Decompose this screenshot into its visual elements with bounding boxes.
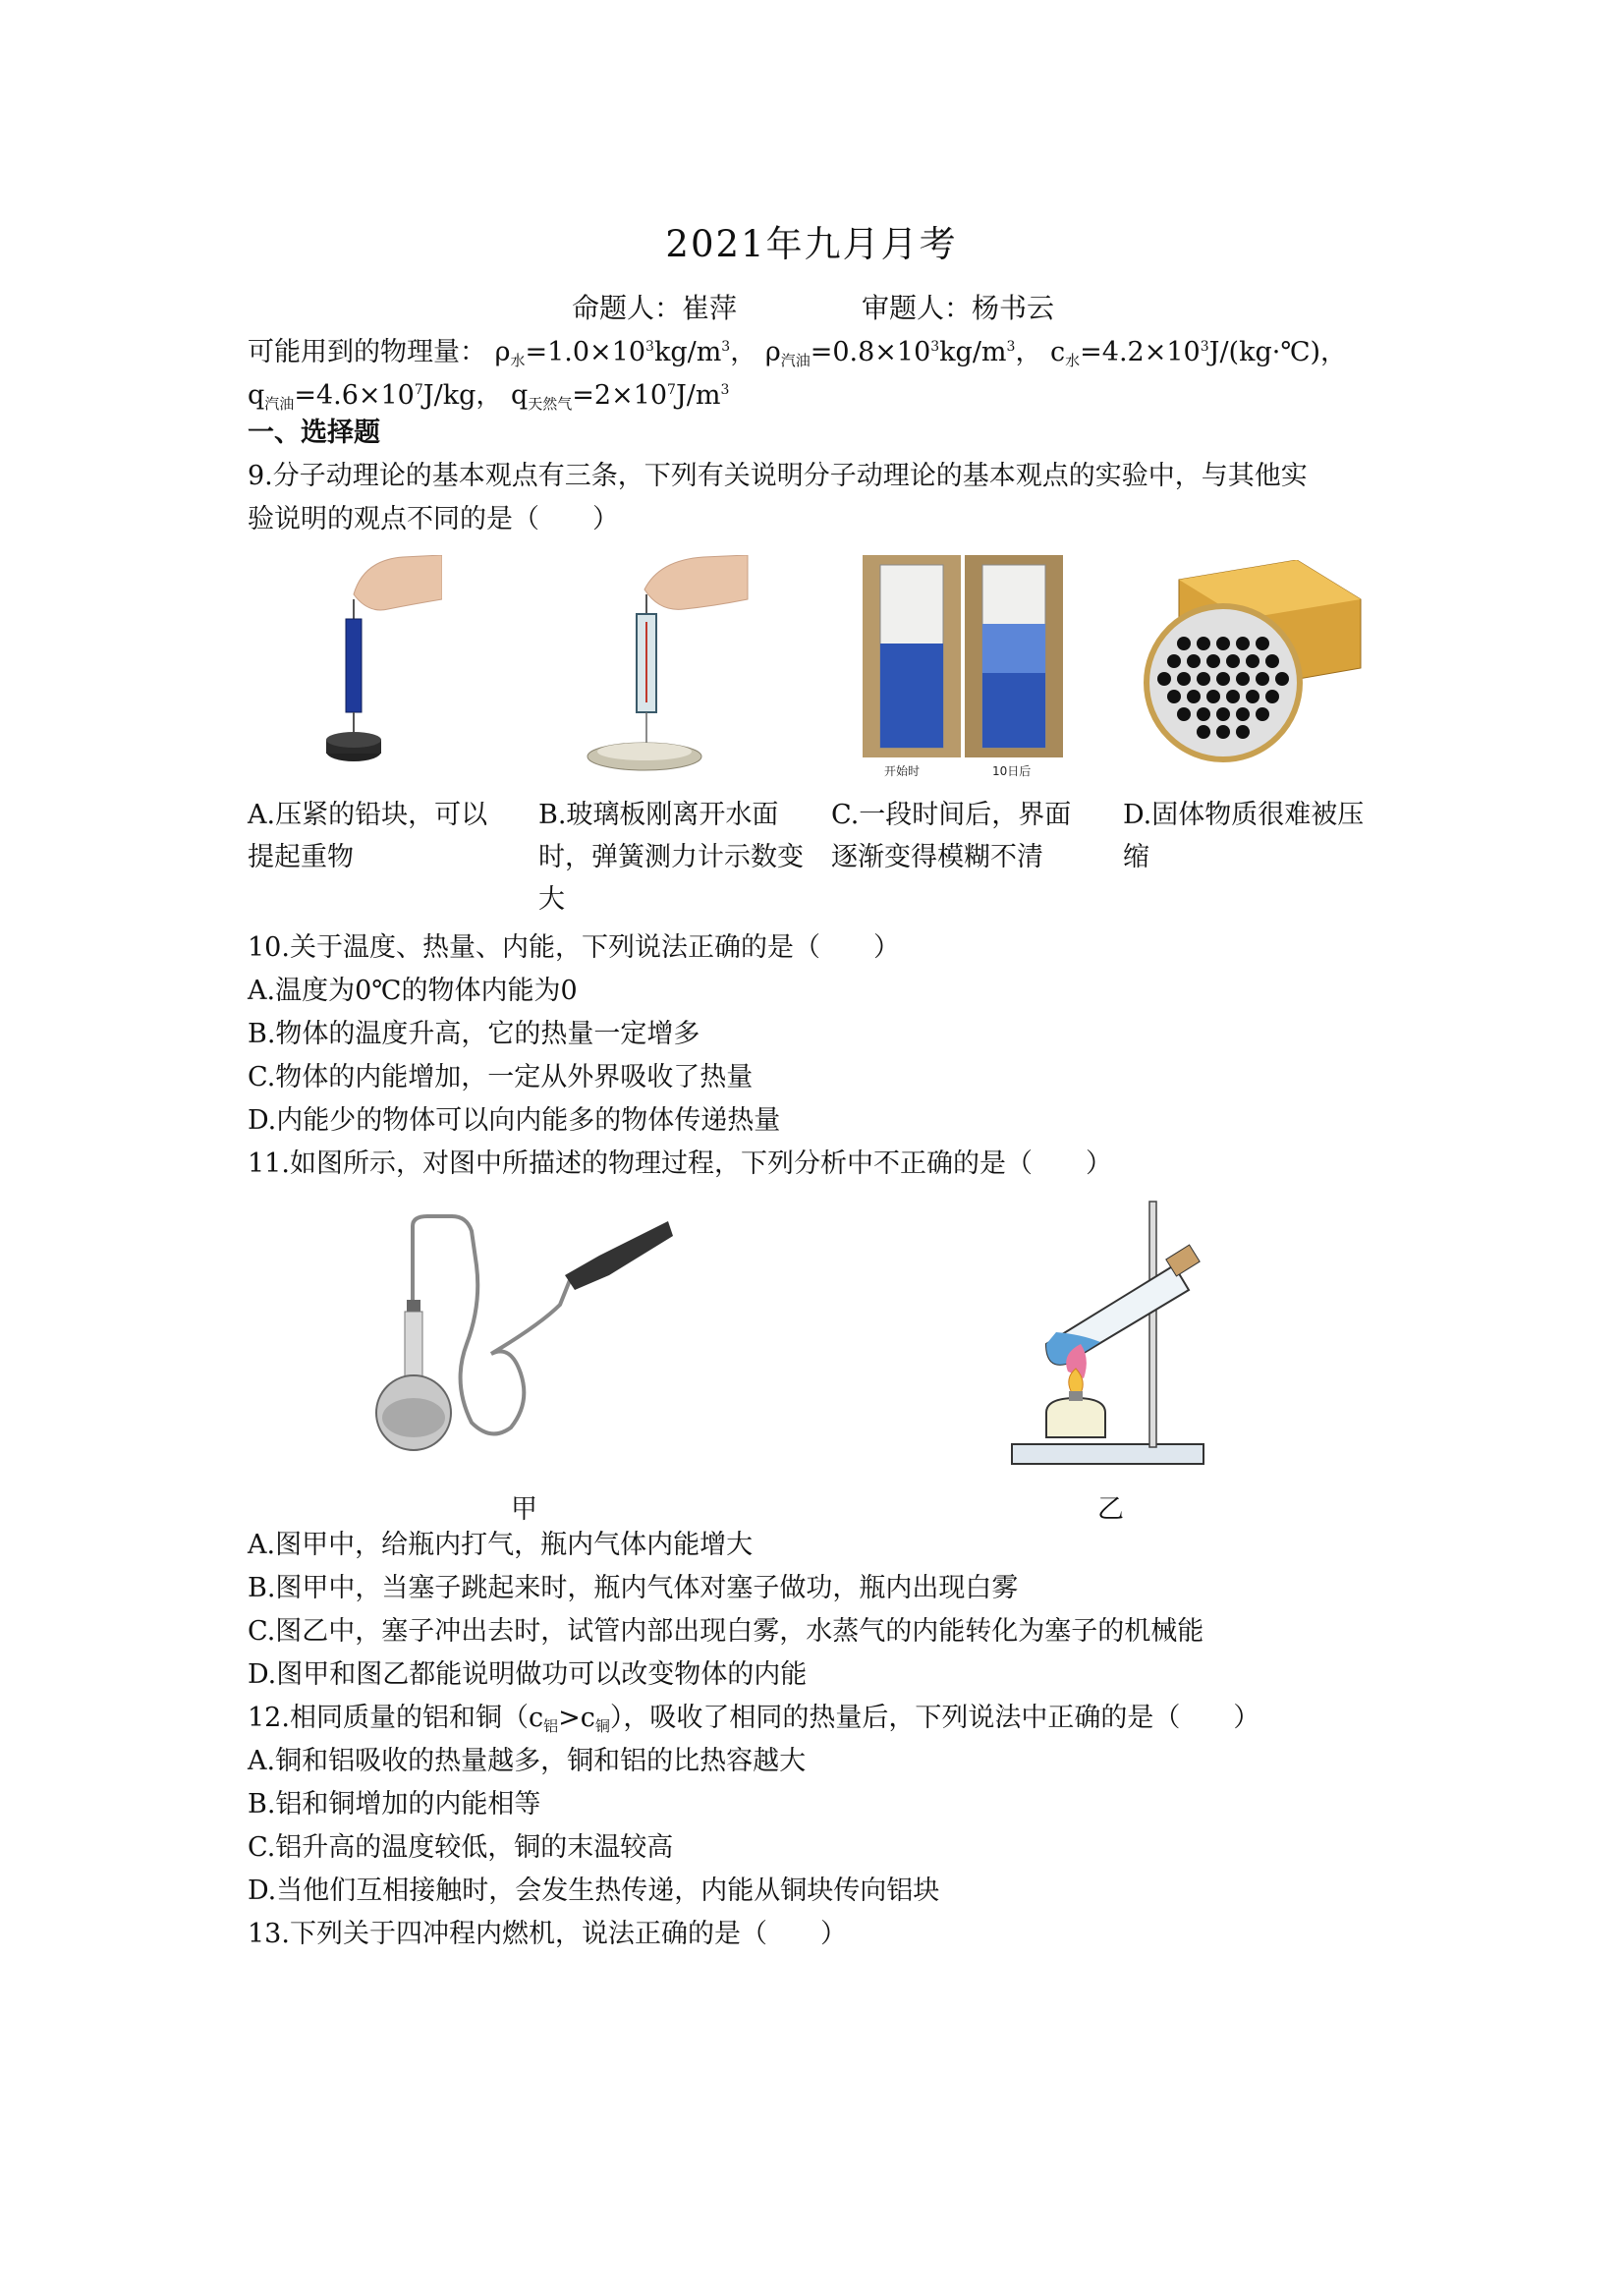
const-rho-gas: $\rho_{汽油}=0.8\times 10^3kg/m^3$，: [764, 337, 1042, 369]
q12-option-a: A.铜和铝吸收的热量越多，铜和铝的比热容越大: [248, 1746, 807, 1776]
q9-option-c: C.一段时间后，界面逐渐变得模糊不清: [831, 800, 1072, 872]
q9-option-d: D.固体物质很难被压缩: [1123, 800, 1365, 872]
setter: 命题人：崔萍: [572, 292, 738, 324]
q11-option-d: D.图甲和图乙都能说明做功可以改变物体的内能: [248, 1659, 808, 1690]
q10-option-a: A.温度为0℃的物体内能为0: [248, 976, 578, 1006]
q9-option-b: B.玻璃板刚离开水面时，弹簧测力计示数变大: [538, 800, 804, 915]
q11-option-b: B.图甲中，当塞子跳起来时，瓶内气体对塞子做功，瓶内出现白雾: [248, 1573, 1019, 1603]
q10-option-c: C.物体的内能增加，一定从外界吸收了热量: [248, 1062, 754, 1092]
q9-figure-d: [1140, 560, 1366, 771]
q9-stem-1: 9.分子动理论的基本观点有三条，下列有关说明分子动理论的基本观点的实验中，与其他实: [248, 461, 1308, 491]
photo-c-start-label: 开始时: [884, 764, 921, 778]
q9-option-a: A.压紧的铅块，可以提起重物: [248, 800, 488, 872]
q11-figure-b: [1007, 1197, 1213, 1467]
q11-figure-a: [373, 1206, 678, 1452]
q9-stem-2: 验说明的观点不同的是（ ）: [248, 504, 619, 534]
constants-line-2: [248, 373, 729, 420]
q11-option-a: A.图甲中，给瓶内打气，瓶内气体内能增大: [248, 1530, 754, 1560]
q13-stem: 13.下列关于四冲程内燃机，说法正确的是（ ）: [248, 1919, 847, 1949]
const-rho-water: $\rho_水=1.0\times 10^3kg/m^3$，: [494, 337, 757, 369]
const-q-gas: $q_{汽油}=4.6\times 10^7J/kg$，: [248, 380, 503, 413]
photo-c-after-label: 10日后: [992, 764, 1032, 778]
q11-stem: 11.如图所示，对图中所描述的物理过程，下列分析中不正确的是（ ）: [248, 1148, 1112, 1179]
const-q-natgas: $q_{天然气}=2\times 10^7J/m^3$: [510, 380, 730, 413]
q10-stem: 10.关于温度、热量、内能，下列说法正确的是（ ）: [248, 932, 900, 963]
reviewer: 审题人：杨书云: [862, 292, 1055, 324]
constants-label: 可能用到的物理量：: [248, 337, 486, 367]
q12-option-d: D.当他们互相接触时，会发生热传递，内能从铜块传向铝块: [248, 1876, 940, 1906]
q11-option-c: C.图乙中，塞子冲出去时，试管内部出现白雾，水蒸气的内能转化为塞子的机械能: [248, 1616, 1204, 1647]
q9-figure-c: [863, 555, 1064, 786]
q11-figure-b-label: 乙: [1097, 1494, 1124, 1525]
const-c-water: $c_水=4.2\times 10^3J/(kg\cdot℃)$，: [1050, 337, 1348, 369]
q10-option-d: D.内能少的物体可以向内能多的物体传递热量: [248, 1105, 781, 1136]
page-title: 2021年九月月考: [665, 223, 958, 265]
q11-figure-a-label: 甲: [511, 1494, 537, 1525]
q9-figure-a: [295, 555, 442, 781]
section-heading: 一、选择题: [248, 418, 380, 448]
q9-figure-b: [586, 555, 762, 781]
q12-option-c: C.铝升高的温度较低，铜的末温较高: [248, 1832, 674, 1863]
q12-stem: 12.相同质量的铝和铜$(c_铝>c_铜)$，吸收了相同的热量后，下列说法中正确的是（ ）: [248, 1703, 1260, 1735]
q12-option-b: B.铝和铜增加的内能相等: [248, 1789, 541, 1820]
constants-line-1: [248, 330, 1347, 377]
q10-option-b: B.物体的温度升高，它的热量一定增多: [248, 1019, 700, 1049]
